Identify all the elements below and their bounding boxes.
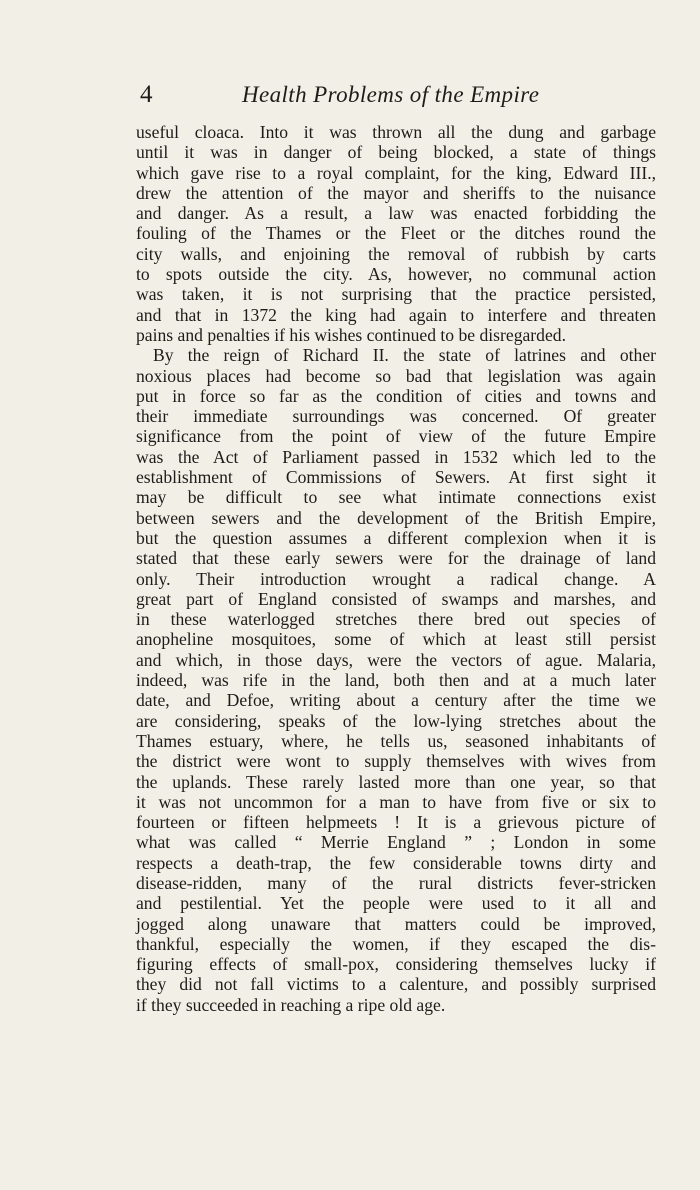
text-line: what was called “ Merrie England ” ; London in some [136, 832, 656, 853]
text-line: was taken, it is not surprising that the practice persisted, [136, 284, 656, 305]
text-line: only. Their introduction wrought a radical change. A [136, 568, 656, 589]
text-line: great part of England consisted of swamps and marshes, and [136, 588, 656, 609]
text-line: until it was in danger of being blocked, a state of things [136, 142, 656, 163]
text-line: stated that these early sewers were for the drainage of land [136, 548, 656, 569]
text-line: to spots outside the city. As, however, no communal action [136, 264, 656, 285]
text-line: they did not fall victims to a calenture, and possibly surprised [136, 974, 656, 995]
text-line: the district were wont to supply themselves with wives from [136, 751, 656, 772]
running-head [138, 80, 658, 114]
text-line: disease-ridden, many of the rural districts fever-stricken [136, 872, 656, 893]
text-line: may be difficult to see what intimate connections exist [136, 487, 656, 508]
text-line: their immediate surroundings was concerned. Of greater [136, 406, 656, 427]
text-line: but the question assumes a different complexion when it is [136, 527, 656, 548]
text-line: was the Act of Parliament passed in 1532 which led to the [136, 446, 656, 467]
text-line: put in force so far as the condition of cities and towns and [136, 385, 656, 406]
text-line: establishment of Commissions of Sewers. At first sight it [136, 467, 656, 488]
text-line: significance from the point of view of the future Empire [136, 426, 656, 447]
text-line: useful cloaca. Into it was thrown all the dung and garbage [136, 122, 656, 142]
text-line: noxious places had become so bad that legislation was again [136, 365, 656, 386]
text-line: thankful, especially the women, if they escaped the dis- [136, 933, 656, 954]
text-line: if they succeeded in reaching a ripe old age. [136, 994, 446, 1015]
text-line: fourteen or fifteen helpmeets ! It is a grievous picture of [136, 812, 656, 833]
text-line: respects a death-trap, the few considerable towns dirty and [136, 852, 656, 873]
text-line: and which, in those days, were the vectors of ague. Malaria, [136, 649, 656, 670]
text-line: indeed, was rife in the land, both then and at a much later [136, 670, 656, 691]
text-line: and that in 1372 the king had again to interfere and threaten [136, 304, 656, 325]
text-line: it was not uncommon for a man to have from five or six to [136, 791, 656, 812]
text-line: between sewers and the development of the British Empire, [136, 507, 656, 528]
text-line: anopheline mosquitoes, some of which at least still persist [136, 629, 656, 650]
body-text [136, 122, 656, 1015]
text-line: figuring effects of small-pox, considering themselves lucky if [136, 954, 656, 975]
text-line: are considering, speaks of the low-lying stretches about the [136, 710, 656, 731]
running-title: Health Problems of the Empire [242, 82, 540, 107]
text-line: fouling of the Thames or the Fleet or the ditches round the [136, 223, 656, 244]
text-line: Thames estuary, where, he tells us, seasoned inhabitants of [136, 730, 656, 751]
text-line: which gave rise to a royal complaint, for the king, Edward III., [136, 162, 656, 183]
text-line: the uplands. These rarely lasted more than one year, so that [136, 771, 656, 792]
text-line: and danger. As a result, a law was enacted forbidding the [136, 203, 656, 224]
text-line: By the reign of Richard II. the state of latrines and other [153, 345, 656, 366]
text-line: date, and Defoe, writing about a century after the time we [136, 690, 656, 711]
text-line: and pestilential. Yet the people were used to it all and [136, 893, 656, 914]
text-line: jogged along unaware that matters could be improved, [136, 913, 656, 934]
text-line: drew the attention of the mayor and sheriffs to the nuisance [136, 182, 656, 203]
text-line: in these waterlogged stretches there bred out species of [136, 609, 656, 630]
text-line: pains and penalties if his wishes continued to be disregarded. [136, 324, 566, 345]
page-number: 4 [140, 81, 153, 108]
text-line: city walls, and enjoining the removal of rubbish by carts [136, 243, 656, 264]
